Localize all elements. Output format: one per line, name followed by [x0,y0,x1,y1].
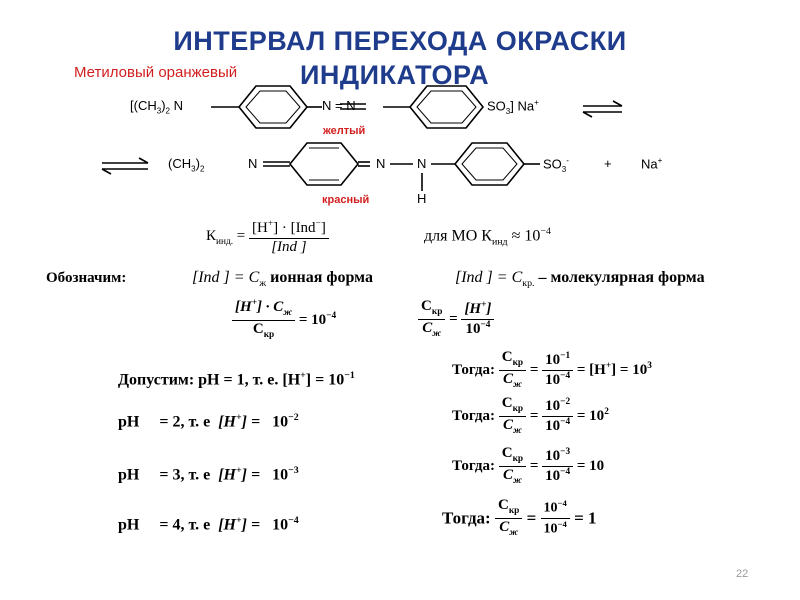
slide-title-line2: ИНДИКАТОРА [300,60,490,90]
result-ph1: Тогда: $\frac{С_{кр}}{С_ж}$ = $\frac{10^{-1}}{10^{-4}}$ = $[Н^+] = 10^3$ [452,349,652,390]
equation-1: $\frac{[Н^+] \cdot С_ж}{С_{кр}}$ = $10^{-4}$ [232,299,336,341]
structure1-sulfonate: $SO_3$] Na+ [487,98,539,116]
structure1-dimethylamino: [$(CH_3)_2$ N [130,98,184,116]
k-ind-formula: $К_{инд.}$ = $\frac{[Н^+] \cdot [Ind^-]}{\text{[Ind ]}}$ [206,220,329,256]
structure2-plus: + [604,156,612,171]
result-ph3: Тогда: $\frac{С_{кр}}{С_ж}$ = $\frac{10^{-3}}{10^{-4}}$ = 10 [452,445,605,486]
benzene-ring-3 [455,143,524,185]
denote-label: Обозначим: [46,270,127,286]
slide-title-line1: ИНТЕРВАЛ ПЕРЕХОДА ОКРАСКИ [173,26,627,56]
page-number: 22 [736,568,749,580]
denote-mol-form: [Ind ] = $С_{кр.}$ – молекулярная форма [455,269,705,290]
mo-constant: для МО $К_{инд} \approx 10^{-4}$ [424,226,551,248]
structure2-dimethylamino: $(CH_3)_2$ [168,156,205,174]
structure2-n-right: N [417,156,427,171]
structure1-azo-group: N = N [322,98,356,113]
result-ph2: Тогда: $\frac{С_{кр}}{С_ж}$ = $\frac{10^{-2}}{10^{-4}}$ = $10^2$ [452,395,609,436]
benzene-ring-1 [239,86,307,128]
structure2-sodium: Na+ [641,156,663,172]
indicator-name: Метиловый оранжевый [74,64,238,81]
benzene-ring-2 [410,86,483,128]
case-ph1-assumption: Допустим: рН = 1, т. е. $[Н^+] = 10^{-1}$ [118,370,355,389]
result-ph4: Тогда: $\frac{С_{кр}}{С_ж}$ = $\frac{10^{-4}}{10^{-4}}$ = 1 [442,497,597,538]
color-label-yellow: желтый [323,125,366,137]
structure2-hydrogen: H [417,191,427,206]
color-label-red: красный [322,194,370,206]
equation-2: $\frac{С_{кр}}{С_ж}$ = $\frac{[Н^+]}{10^{-4}}$ [418,299,494,340]
denote-ion-form: [Ind ] = $С_ж$ ионная форма [192,269,373,290]
structure2-n-mid: N [376,156,386,171]
structure-diagram [0,0,800,210]
case-ph3: рН = 3, т. е [Н+] = $10^{-3}$ [118,465,299,484]
structure2-sulfonate: $SO_3^-$ [543,156,569,174]
case-ph2: рН = 2, т. е [Н+] = $10^{-2}$ [118,412,299,431]
case-ph4: рН = 4, т. е [Н+] = $10^{-4}$ [118,515,299,534]
structure2-n-left: N [248,156,258,171]
quinoid-ring [290,143,358,185]
